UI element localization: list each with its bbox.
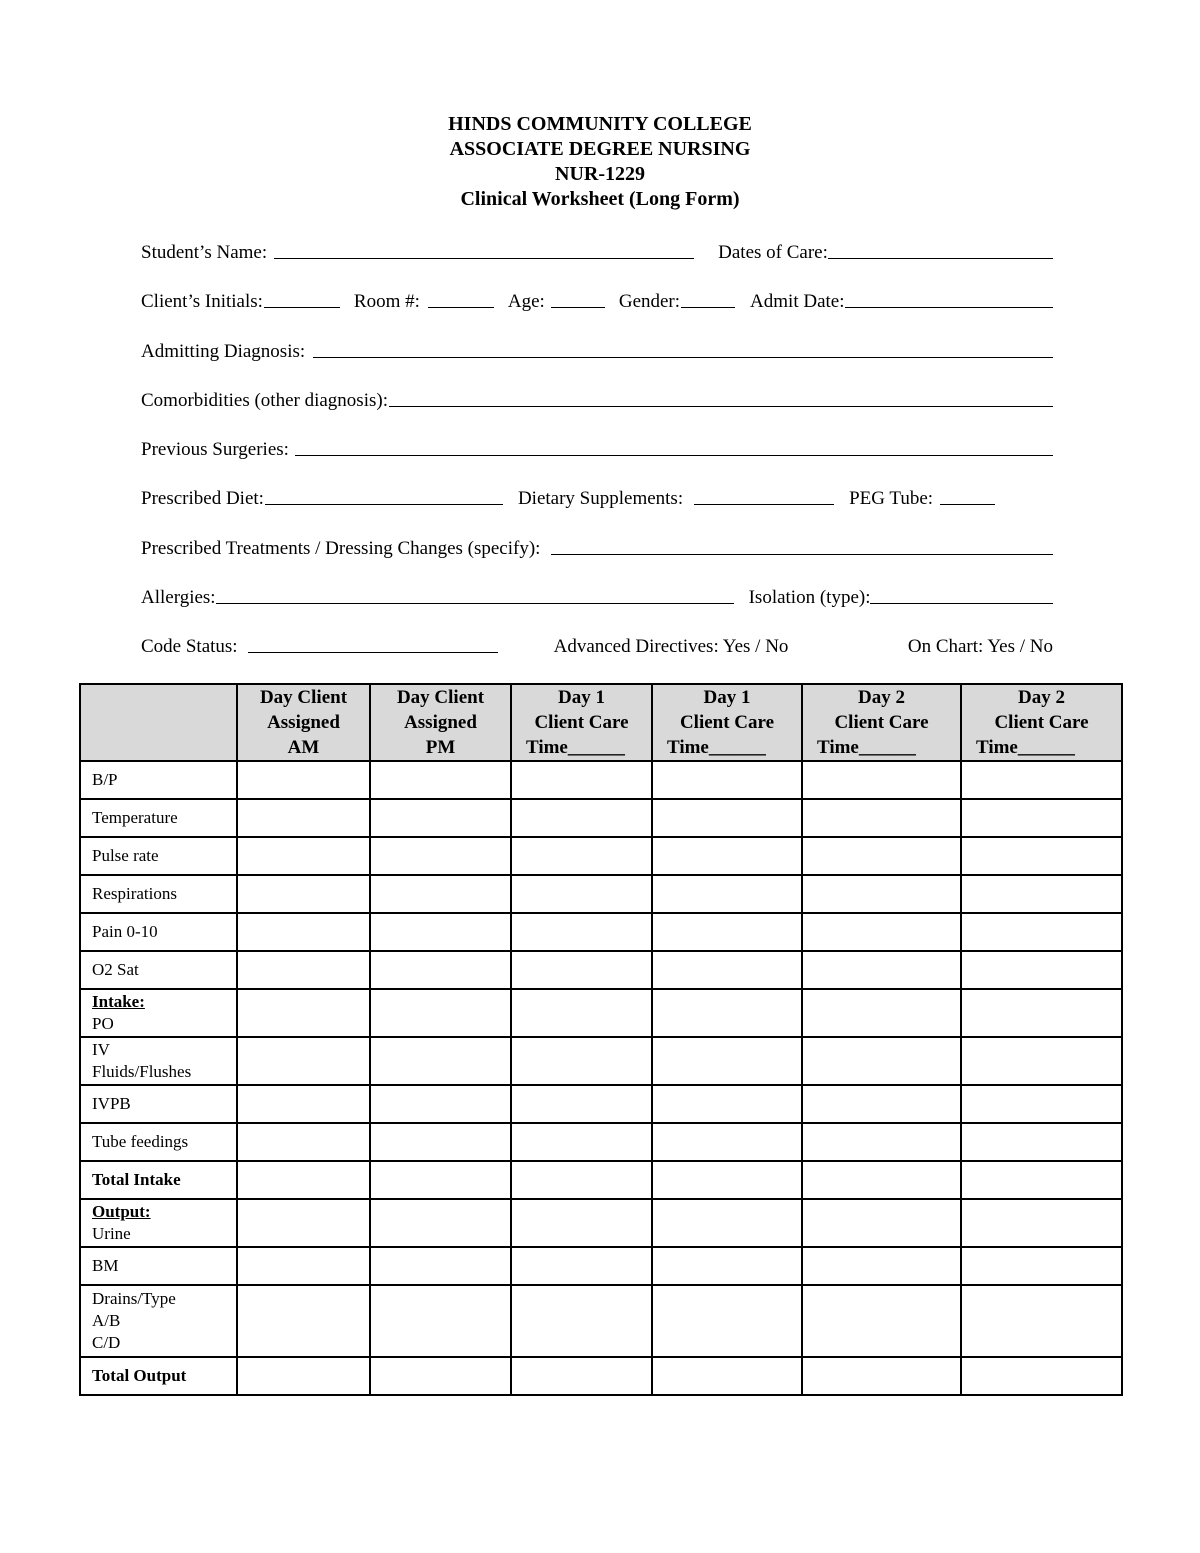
entry-cell[interactable] [652,1357,802,1395]
entry-cell[interactable] [961,1123,1122,1161]
entry-cell[interactable] [511,1085,652,1123]
entry-cell[interactable] [237,1085,370,1123]
row-label [80,1357,237,1395]
row-label-line: Pulse rate [92,846,159,865]
header-line: Day 1 [703,687,751,708]
entry-cell[interactable] [802,799,961,837]
entry-cell[interactable] [802,951,961,989]
entry-cell[interactable] [370,951,511,989]
entry-cell[interactable] [511,875,652,913]
row-label [80,989,237,1037]
previous-surgeries-label: Previous Surgeries: [141,439,289,461]
entry-cell[interactable] [652,913,802,951]
entry-cell[interactable] [961,875,1122,913]
entry-cell[interactable] [652,951,802,989]
entry-cell[interactable] [652,1123,802,1161]
admit-date-blank[interactable] [845,307,1054,308]
header-cell-col-6 [961,684,1122,761]
header-line: Time______ [976,737,1075,758]
table-row [80,1037,1122,1085]
entry-cell[interactable] [370,1037,511,1085]
entry-cell[interactable] [237,1285,370,1357]
students-name-label: Student’s Name: [141,242,268,263]
entry-cell[interactable] [511,951,652,989]
gender-blank[interactable] [681,307,735,308]
entry-cell[interactable] [511,1161,652,1199]
entry-cell[interactable] [511,1357,652,1395]
entry-cell[interactable] [802,1357,961,1395]
table-row [80,1199,1122,1247]
entry-cell[interactable] [802,1037,961,1085]
college-name: HINDS COMMUNITY COLLEGE [448,113,752,135]
entry-cell[interactable] [802,837,961,875]
table-row [80,989,1122,1037]
entry-cell[interactable] [370,1247,511,1285]
entry-cell[interactable] [237,989,370,1037]
worksheet-title: Clinical Worksheet (Long Form) [460,188,740,210]
row-diet [141,482,1053,510]
entry-cell[interactable] [370,837,511,875]
table-row [80,1123,1122,1161]
entry-cell[interactable] [370,799,511,837]
allergies-label: Allergies: [141,587,216,609]
row-label [80,837,237,875]
entry-cell[interactable] [511,913,652,951]
row-label-line: Total Intake [92,1170,181,1189]
row-label [80,875,237,913]
row-label [80,761,237,799]
code-status-label: Code Status: [141,636,238,658]
entry-cell[interactable] [802,989,961,1037]
comorbidities-label: Comorbidities (other diagnosis): [141,389,388,411]
table-row [80,799,1122,837]
entry-cell[interactable] [511,1285,652,1357]
dates-of-care-blank[interactable] [828,258,1053,259]
header-cell-col-4 [652,684,802,761]
header-line: AM [287,737,320,758]
table-row [80,1247,1122,1285]
header-line: Day 2 [1018,687,1065,708]
table-row [80,837,1122,875]
entry-cell[interactable] [961,761,1122,799]
clients-initials-label: Client’s Initials: [141,291,263,313]
dietary-supplements-label: Dietary Supplements: [517,488,684,510]
entry-cell[interactable] [802,761,961,799]
entry-cell[interactable] [652,837,802,875]
header-line: Time______ [526,737,625,758]
entry-cell[interactable] [370,761,511,799]
prescribed-diet-blank[interactable] [265,504,503,505]
row-label [80,913,237,951]
entry-cell[interactable] [237,1199,370,1247]
vitals-io-table [79,683,1123,1396]
row-label-line: PO [92,1014,114,1033]
entry-cell[interactable] [370,1085,511,1123]
course-number: NUR-1229 [555,163,645,185]
header-line: Client Care [534,712,629,733]
row-label [80,799,237,837]
students-name-blank[interactable] [274,258,694,259]
table-row [80,1285,1122,1357]
entry-cell[interactable] [237,1123,370,1161]
table-header-row [80,684,1122,761]
entry-cell[interactable] [652,989,802,1037]
entry-cell[interactable] [652,1285,802,1357]
header-line: Day 2 [858,687,905,708]
entry-cell[interactable] [370,1161,511,1199]
peg-tube-blank[interactable] [940,504,995,505]
entry-cell[interactable] [237,1357,370,1395]
clients-initials-blank[interactable] [264,307,340,308]
entry-cell[interactable] [961,1247,1122,1285]
entry-cell[interactable] [802,913,961,951]
entry-cell[interactable] [652,1085,802,1123]
program-name: ASSOCIATE DEGREE NURSING [449,138,751,160]
entry-cell[interactable] [370,1285,511,1357]
entry-cell[interactable] [370,913,511,951]
entry-cell[interactable] [652,1037,802,1085]
header-line: Assigned [267,712,340,733]
row-label [80,1161,237,1199]
entry-cell[interactable] [237,951,370,989]
row-label [80,951,237,989]
row-label [80,1123,237,1161]
entry-cell[interactable] [511,1037,652,1085]
entry-cell[interactable] [961,951,1122,989]
entry-cell[interactable] [961,1037,1122,1085]
isolation-label: Isolation (type): [748,587,871,609]
entry-cell[interactable] [961,1199,1122,1247]
age-label: Age: [507,291,545,313]
row-client [141,285,1053,313]
header-line: PM [425,737,456,758]
entry-cell[interactable] [237,1161,370,1199]
header-line: Client Care [994,712,1089,733]
dates-of-care-label: Dates of Care: [718,242,828,263]
entry-cell[interactable] [961,799,1122,837]
entry-cell[interactable] [370,875,511,913]
entry-cell[interactable] [511,1247,652,1285]
header-cell-col-2 [370,684,511,761]
row-comorbidities [141,384,1053,412]
entry-cell[interactable] [652,1247,802,1285]
header-cell-col-5 [802,684,961,761]
header-line: Client Care [834,712,929,733]
entry-cell[interactable] [802,1123,961,1161]
treatments-blank[interactable] [551,554,1053,555]
table-row [80,875,1122,913]
dietary-supplements-blank[interactable] [694,504,834,505]
row-label-line: Tube feedings [92,1132,189,1151]
row-label-line: Pain 0-10 [92,922,158,941]
entry-cell[interactable] [237,875,370,913]
row-label [80,1085,237,1123]
table-row [80,761,1122,799]
client-info-fields [141,236,1053,680]
entry-cell[interactable] [511,1123,652,1161]
prescribed-diet-label: Prescribed Diet: [141,488,264,510]
table-row [80,1161,1122,1199]
entry-cell[interactable] [370,1123,511,1161]
entry-cell[interactable] [961,989,1122,1037]
entry-cell[interactable] [237,1247,370,1285]
row-label-line: Fluids/Flushes [92,1062,192,1081]
entry-cell[interactable] [802,1085,961,1123]
header-line: Day Client [259,687,348,708]
comorbidities-blank[interactable] [389,406,1053,407]
entry-cell[interactable] [237,837,370,875]
admit-date-label: Admit Date: [750,291,845,313]
row-label-line: Intake: [92,992,145,1011]
previous-surgeries-blank[interactable] [295,455,1053,456]
entry-cell[interactable] [652,1199,802,1247]
row-label-line: IVPB [92,1094,131,1113]
row-label-line: O2 Sat [92,960,139,979]
header-line: Client Care [679,712,775,733]
entry-cell[interactable] [961,1161,1122,1199]
entry-cell[interactable] [802,1199,961,1247]
table-row [80,951,1122,989]
entry-cell[interactable] [652,761,802,799]
worksheet-header [0,112,1200,212]
entry-cell[interactable] [370,1357,511,1395]
row-label-line: B/P [92,770,118,789]
admitting-diagnosis-label: Admitting Diagnosis: [141,340,306,362]
advanced-directives-label[interactable]: Advanced Directives: Yes / No [553,636,789,658]
table-row [80,1357,1122,1395]
row-treatments [141,532,1053,560]
entry-cell[interactable] [802,1285,961,1357]
entry-cell[interactable] [237,761,370,799]
entry-cell[interactable] [511,989,652,1037]
row-code-status [141,630,1053,658]
row-label-line: Drains/Type [92,1289,176,1308]
header-cell-col-3 [511,684,652,761]
entry-cell[interactable] [652,875,802,913]
row-label-line: IV [92,1040,110,1059]
entry-cell[interactable] [237,799,370,837]
row-label-line: BM [92,1256,119,1275]
header-line: Day 1 [558,687,605,708]
entry-cell[interactable] [652,799,802,837]
header-line: Day Client [396,687,485,708]
gender-label: Gender: [618,291,681,313]
row-label [80,1199,237,1247]
header-line [81,687,236,688]
treatments-label: Prescribed Treatments / Dressing Changes (specify): [141,537,541,559]
row-label-line: Output: [92,1202,151,1221]
row-admitting-diagnosis [141,335,1053,363]
entry-cell[interactable] [961,837,1122,875]
row-previous-surgeries [141,433,1053,461]
isolation-blank[interactable] [870,603,1053,604]
entry-cell[interactable] [961,1285,1122,1357]
admitting-diagnosis-blank[interactable] [313,357,1053,358]
peg-tube-label: PEG Tube: [849,488,934,510]
entry-cell[interactable] [511,1199,652,1247]
table-row [80,1085,1122,1123]
entry-cell[interactable] [370,989,511,1037]
entry-cell[interactable] [511,761,652,799]
age-blank[interactable] [551,307,605,308]
row-label-line: Respirations [92,884,177,903]
entry-cell[interactable] [237,1037,370,1085]
entry-cell[interactable] [511,799,652,837]
row-label [80,1285,237,1357]
table-row [80,913,1122,951]
entry-cell[interactable] [802,1161,961,1199]
row-label-line: Temperature [92,808,178,827]
row-label-line: Total Output [92,1366,187,1385]
entry-cell[interactable] [511,837,652,875]
entry-cell[interactable] [370,1199,511,1247]
room-blank[interactable] [428,307,494,308]
entry-cell[interactable] [961,1357,1122,1395]
entry-cell[interactable] [802,875,961,913]
room-label: Room #: [353,291,420,313]
entry-cell[interactable] [961,913,1122,951]
entry-cell[interactable] [802,1247,961,1285]
entry-cell[interactable] [652,1161,802,1199]
row-label-line: A/B [92,1311,121,1330]
header-cell-blank [80,684,237,761]
code-status-blank[interactable] [248,652,498,653]
row-label-line: C/D [92,1333,121,1352]
row-label-line: Urine [92,1224,131,1243]
header-line: Time______ [667,737,766,758]
on-chart-label[interactable]: On Chart: Yes / No [907,636,1053,658]
entry-cell[interactable] [961,1085,1122,1123]
row-allergies [141,581,1053,609]
header-cell-col-1 [237,684,370,761]
row-label [80,1037,237,1085]
header-line: Assigned [404,712,477,733]
entry-cell[interactable] [237,913,370,951]
header-line: Time______ [817,737,916,758]
row-label [80,1247,237,1285]
row-student [141,236,1053,264]
allergies-blank[interactable] [216,603,734,604]
